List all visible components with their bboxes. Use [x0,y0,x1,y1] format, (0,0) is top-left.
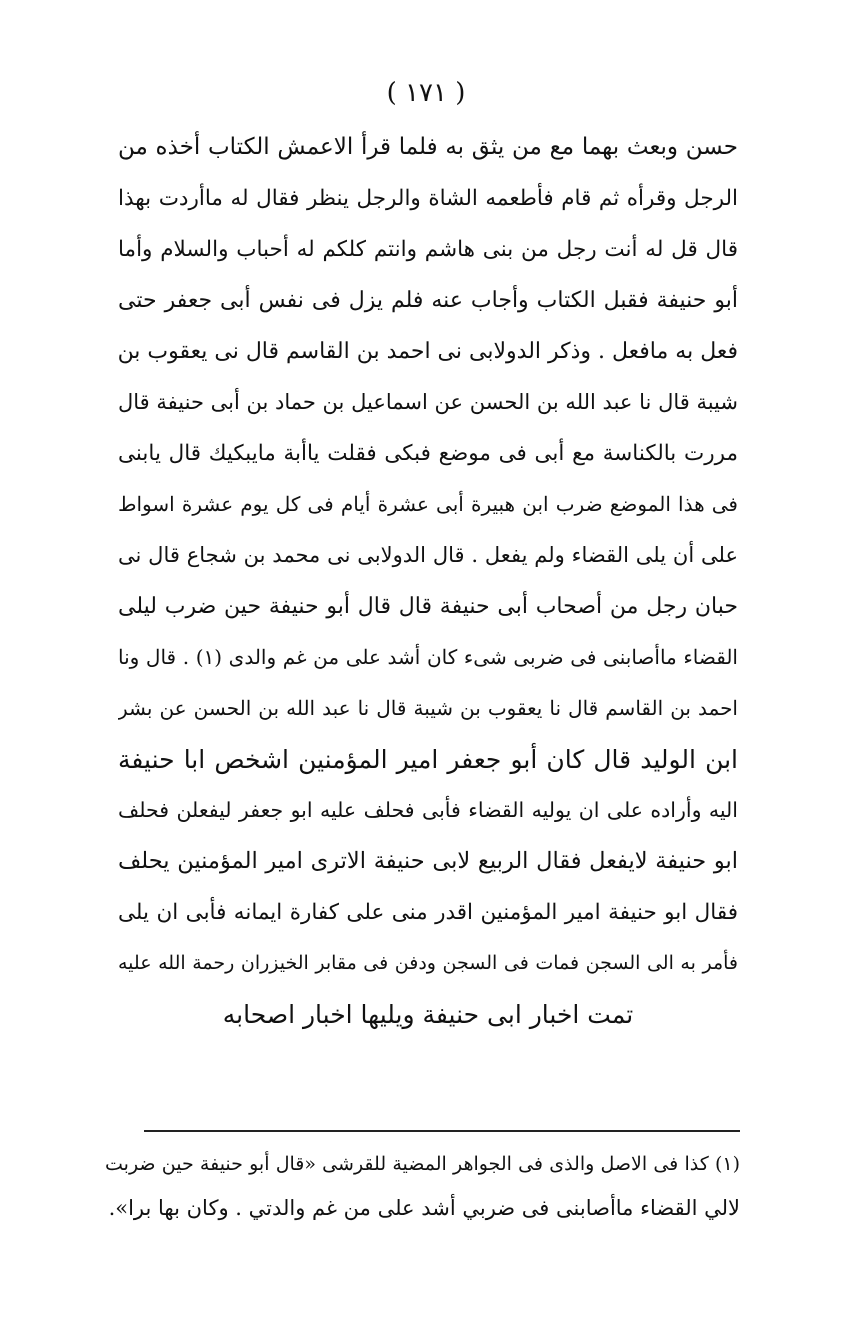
text-line: أبو حنيفة فقبل الكتاب وأجاب عنه فلم يزل فى نفس أبى جعفر حتى [118,288,738,313]
page-number: ( ١٧١ ) [386,78,466,108]
text-line: قال قل له أنت رجل من بنى هاشم وانتم كلكم له أحباب والسلام وأما [118,237,738,262]
text-line: احمد بن القاسم قال نا يعقوب بن شيبة قال نا عبد الله بن الحسن عن بشر [118,696,738,720]
footnote-divider [144,1130,740,1132]
section-closing-line: تمت اخبار ابى حنيفة ويليها اخبار اصحابه [222,1000,634,1029]
text-line: مررت بالكناسة مع أبى فى موضع فبكى فقلت ياأبة مايبكيك قال يابنى [118,441,738,466]
text-line: ابن الوليد قال كان أبو جعفر امير المؤمنين اشخص ابا حنيفة [118,745,738,774]
text-line: على أن يلى القضاء ولم يفعل . قال الدولابى نى محمد بن شجاع قال نى [118,543,738,567]
footnote-line: (١) كذا فى الاصل والذى فى الجواهر المضية للقرشى «قال أبو حنيفة حين ضربت [105,1153,740,1175]
text-line: شيبة قال نا عبد الله بن الحسن عن اسماعيل بن حماد بن أبى حنيفة قال [118,390,738,414]
text-line: فأمر به الى السجن فمات فى السجن ودفن فى مقابر الخيزران رحمة الله عليه [118,952,738,974]
footnote-line: لالي القضاء ماأصابنى فى ضربي أشد على من غم والدتي . وكان بها برا». [108,1196,740,1220]
text-line: اليه وأراده على ان يوليه القضاء فأبى فحلف عليه ابو جعفر ليفعلن فحلف [118,798,738,822]
text-line: حسن وبعث بهما مع من يثق به فلما قرأ الاعمش الكتاب أخذه من [118,134,738,160]
text-line: حبان رجل من أصحاب أبى حنيفة قال قال أبو حنيفة حين ضرب ليلى [118,594,738,619]
body-text [118,122,738,1040]
text-line: فعل به مافعل . وذكر الدولابى نى احمد بن القاسم قال نى يعقوب بن [118,339,738,364]
text-line: ابو حنيفة لايفعل فقال الربيع لابى حنيفة الاترى امير المؤمنين يحلف [118,848,738,874]
footnotes [105,1142,740,1230]
text-line: الرجل وقرأه ثم قام فأطعمه الشاة والرجل ينظر فقال له ماأردت بهذا [118,186,738,211]
text-line: القضاء ماأصابنى فى ضربى شىء كان أشد على من غم والدى (١) . قال ونا [118,645,738,669]
text-line: فقال ابو حنيفة امير المؤمنين اقدر منى على كفارة ايمانه فأبى ان يلى [118,900,738,925]
text-line: فى هذا الموضع ضرب ابن هبيرة أبى عشرة أيام فى كل يوم عشرة اسواط [118,492,738,516]
